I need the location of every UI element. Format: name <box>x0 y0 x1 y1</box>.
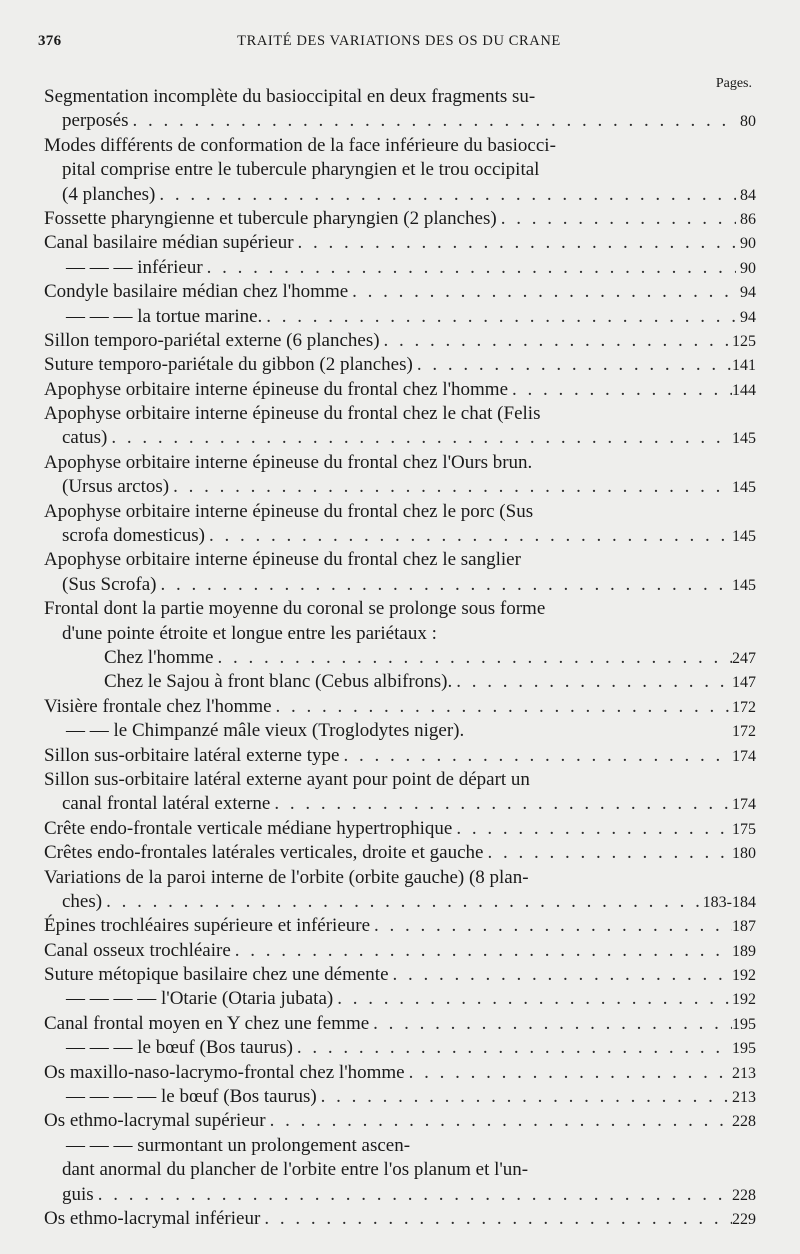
toc-entry-text: Chez le Sajou à front blanc (Cebus albifrons). <box>104 671 453 693</box>
toc-entry-text: Apophyse orbitaire interne épineuse du frontal chez le chat (Felis <box>44 403 541 425</box>
toc-entry <box>44 646 756 670</box>
toc-page-number: 145 <box>732 528 756 546</box>
toc-entry <box>44 939 756 963</box>
dot-leader <box>205 524 732 548</box>
toc-entry <box>44 1158 756 1182</box>
pages-column-label: Pages. <box>715 76 752 91</box>
toc-entry <box>44 890 756 914</box>
toc-entry-text: catus) <box>62 427 108 449</box>
toc-entry-text: — — — — le bœuf (Bos taurus) <box>66 1086 317 1108</box>
toc-page-number: 180 <box>732 845 756 863</box>
toc-page-number: 80 <box>740 113 756 131</box>
toc-entry <box>44 378 756 402</box>
toc-entry <box>44 1085 756 1109</box>
dot-leader <box>508 378 732 402</box>
toc-entry-text: Os maxillo-naso-lacrymo-frontal chez l'homme <box>44 1061 405 1083</box>
toc-entry-text: (4 planches) <box>62 183 156 205</box>
toc-entry <box>44 280 756 304</box>
toc-entry-text: Apophyse orbitaire interne épineuse du frontal chez l'Ours brun. <box>44 451 533 473</box>
toc-entry-text: — — — la tortue marine. <box>66 305 263 327</box>
toc-page-number: 125 <box>732 332 756 350</box>
toc-page-number: 192 <box>732 967 756 985</box>
toc-entry <box>44 207 756 231</box>
toc-entry <box>44 1109 756 1133</box>
toc-entry <box>44 963 756 987</box>
toc-entry <box>44 109 756 133</box>
toc-entry <box>44 573 756 597</box>
toc-entry <box>44 548 756 572</box>
dot-leader <box>294 231 736 255</box>
toc-entry-text: — — — — l'Otarie (Otaria jubata) <box>66 988 334 1010</box>
toc-entry <box>44 670 756 694</box>
toc-entry <box>44 158 756 182</box>
toc-entry-text: Sillon temporo-pariétal externe (6 planches) <box>44 329 380 351</box>
toc-page-number: 228 <box>732 1113 756 1131</box>
toc-page-number: 172 <box>732 698 756 716</box>
toc-page-number: 213 <box>732 1089 756 1107</box>
toc-entry <box>44 1183 756 1207</box>
toc-page-number: 144 <box>732 381 756 399</box>
toc-entry-text: — — le Chimpanzé mâle vieux (Troglodytes niger). <box>66 720 465 742</box>
dot-leader <box>156 573 732 597</box>
dot-leader <box>370 914 732 938</box>
toc-entry-text: Épines trochléaires supérieure et inférieure <box>44 915 371 937</box>
toc-entry <box>44 987 756 1011</box>
toc-page-number: 189 <box>732 942 756 960</box>
toc-entry <box>44 768 756 792</box>
toc-entry <box>44 475 756 499</box>
toc-entry <box>44 1036 756 1060</box>
toc-page-number: 187 <box>732 918 756 936</box>
toc-page-number: 195 <box>732 1015 756 1033</box>
toc-entry <box>44 695 756 719</box>
toc-entry-text: Variations de la paroi interne de l'orbite (orbite gauche) (8 plan- <box>44 866 529 888</box>
dot-leader <box>270 792 732 816</box>
toc-entry <box>44 866 756 890</box>
running-head <box>38 33 760 55</box>
toc-entry-text: Crêtes endo-frontales latérales verticales, droite et gauche <box>44 842 484 864</box>
dot-leader <box>452 817 732 841</box>
toc-page-number: 213 <box>732 1064 756 1082</box>
dot-leader <box>405 1061 732 1085</box>
toc-page-number: 195 <box>732 1040 756 1058</box>
toc-entry <box>44 524 756 548</box>
toc-entry-text: (Sus Scrofa) <box>62 573 157 595</box>
toc-page-number: 192 <box>732 991 756 1009</box>
toc-entry <box>44 305 756 329</box>
dot-leader <box>155 183 736 207</box>
toc-entry-text: Canal osseux trochléaire <box>44 939 231 961</box>
toc-entry-text: Sillon sus-orbitaire latéral externe ayant pour point de départ un <box>44 768 530 790</box>
toc-entry-text: Segmentation incomplète du basioccipital en deux fragments su- <box>44 86 536 107</box>
dot-leader <box>413 353 732 377</box>
toc-entry-text: — — — le bœuf (Bos taurus) <box>66 1037 293 1059</box>
toc-entry-text: Visière frontale chez l'homme <box>44 695 272 717</box>
toc-page-number: 90 <box>740 259 756 277</box>
toc-entry-text: perposés <box>62 110 129 132</box>
toc-entry-text: ches) <box>62 890 103 912</box>
toc-entry <box>44 256 756 280</box>
toc-page-number: 229 <box>732 1210 756 1228</box>
toc-entry <box>44 329 756 353</box>
dot-leader <box>293 1036 732 1060</box>
toc-entry-text: Crête endo-frontale verticale médiane hypertrophique <box>44 817 453 839</box>
dot-leader <box>262 305 736 329</box>
dot-leader <box>497 207 736 231</box>
toc-entry-text: Apophyse orbitaire interne épineuse du frontal chez l'homme <box>44 378 509 400</box>
toc-page-number: 86 <box>740 210 756 228</box>
toc-entry <box>44 134 756 158</box>
dot-leader <box>231 939 732 963</box>
toc-entry <box>44 451 756 475</box>
dot-leader <box>128 109 736 133</box>
toc-entry-text: (Ursus arctos) <box>62 476 170 498</box>
toc-page-number: 94 <box>740 308 756 326</box>
dot-leader <box>348 280 736 304</box>
toc-entry-text: — — — inférieur <box>66 256 203 278</box>
dot-leader <box>272 695 732 719</box>
toc-page-number: 183-184 <box>702 893 756 911</box>
toc-entry <box>44 719 756 743</box>
toc-entry <box>44 85 756 109</box>
toc-entry-text: canal frontal latéral externe <box>62 793 271 815</box>
toc-entry-text: Sillon sus-orbitaire latéral externe type <box>44 744 340 766</box>
toc-page-number: 247 <box>732 649 756 667</box>
toc-page-number: 174 <box>732 796 756 814</box>
toc-entry-text: scrofa domesticus) <box>62 525 205 547</box>
toc-entry-text: Apophyse orbitaire interne épineuse du frontal chez le sanglier <box>44 549 521 571</box>
toc-entry-text: pital comprise entre le tubercule pharyngien et le trou occipital <box>62 159 540 181</box>
toc-entry <box>44 426 756 450</box>
dot-leader <box>169 475 732 499</box>
toc-entry <box>44 841 756 865</box>
toc-page-number: 175 <box>732 820 756 838</box>
toc-entry-text: Fossette pharyngienne et tubercule pharyngien (2 planches) <box>44 207 497 229</box>
dot-leader <box>389 963 732 987</box>
toc-entry-text: Condyle basilaire médian chez l'homme <box>44 281 349 303</box>
toc-entry <box>44 353 756 377</box>
toc-page-number: 147 <box>732 674 756 692</box>
toc-page-number: 141 <box>732 357 756 375</box>
toc-page-number: 84 <box>740 186 756 204</box>
dot-leader <box>107 426 732 450</box>
toc-entry <box>44 183 756 207</box>
dot-leader <box>452 670 732 694</box>
toc-page-number: 90 <box>740 235 756 253</box>
toc-entry-text: guis <box>62 1183 94 1205</box>
toc-page-number: 174 <box>732 747 756 765</box>
toc-entry-text: Suture temporo-pariétale du gibbon (2 planches) <box>44 354 413 376</box>
toc-entry-text: — — — surmontant un prolongement ascen- <box>66 1134 411 1156</box>
toc-entry-text: d'une pointe étroite et longue entre les pariétaux : <box>62 622 437 644</box>
toc-entry-text: Canal basilaire médian supérieur <box>44 232 294 254</box>
toc-entry <box>44 1061 756 1085</box>
dot-leader <box>94 1183 732 1207</box>
toc-entry <box>44 597 756 621</box>
dot-leader <box>483 841 732 865</box>
toc-entry <box>44 817 756 841</box>
dot-leader <box>317 1085 732 1109</box>
dot-leader <box>380 329 732 353</box>
dot-leader <box>339 744 732 768</box>
toc-page-number: 228 <box>732 1186 756 1204</box>
toc-entry <box>44 744 756 768</box>
toc-entry-text: dant anormal du plancher de l'orbite entre l'os planum et l'un- <box>62 1159 529 1181</box>
toc-entry <box>44 1012 756 1036</box>
running-title: TRAITÉ DES VARIATIONS DES OS DU CRANE <box>237 33 561 49</box>
toc-entry-text: Os ethmo-lacrymal supérieur <box>44 1110 266 1132</box>
toc-entry-text: Canal frontal moyen en Y chez une femme <box>44 1012 370 1034</box>
page-number: 376 <box>38 33 62 49</box>
toc-entry <box>44 1207 756 1231</box>
dot-leader <box>369 1012 732 1036</box>
toc-entry <box>44 622 756 646</box>
toc-entry-text: Chez l'homme <box>104 646 214 668</box>
dot-leader <box>213 646 732 670</box>
toc-page-number: 145 <box>732 576 756 594</box>
dot-leader <box>203 256 736 280</box>
toc-entry <box>44 792 756 816</box>
dot-leader <box>102 890 703 914</box>
toc-entry-text: Apophyse orbitaire interne épineuse du frontal chez le porc (Sus <box>44 500 534 522</box>
toc-entry-text: Modes différents de conformation de la face inférieure du basiocci- <box>44 134 556 156</box>
toc-entry <box>44 1134 756 1158</box>
dot-leader <box>266 1109 732 1133</box>
table-of-contents <box>44 85 756 1231</box>
toc-page-number: 172 <box>732 723 756 741</box>
toc-entry <box>44 500 756 524</box>
dot-leader <box>260 1207 732 1231</box>
toc-entry <box>44 231 756 255</box>
toc-entry-text: Os ethmo-lacrymal inférieur <box>44 1207 261 1229</box>
toc-page-number: 94 <box>740 284 756 302</box>
dot-leader <box>333 987 732 1011</box>
toc-entry-text: Suture métopique basilaire chez une démente <box>44 964 389 986</box>
toc-page-number: 145 <box>732 479 756 497</box>
toc-entry <box>44 402 756 426</box>
toc-page-number: 145 <box>732 430 756 448</box>
toc-entry-text: Frontal dont la partie moyenne du coronal se prolonge sous forme <box>44 598 546 620</box>
toc-entry <box>44 914 756 938</box>
